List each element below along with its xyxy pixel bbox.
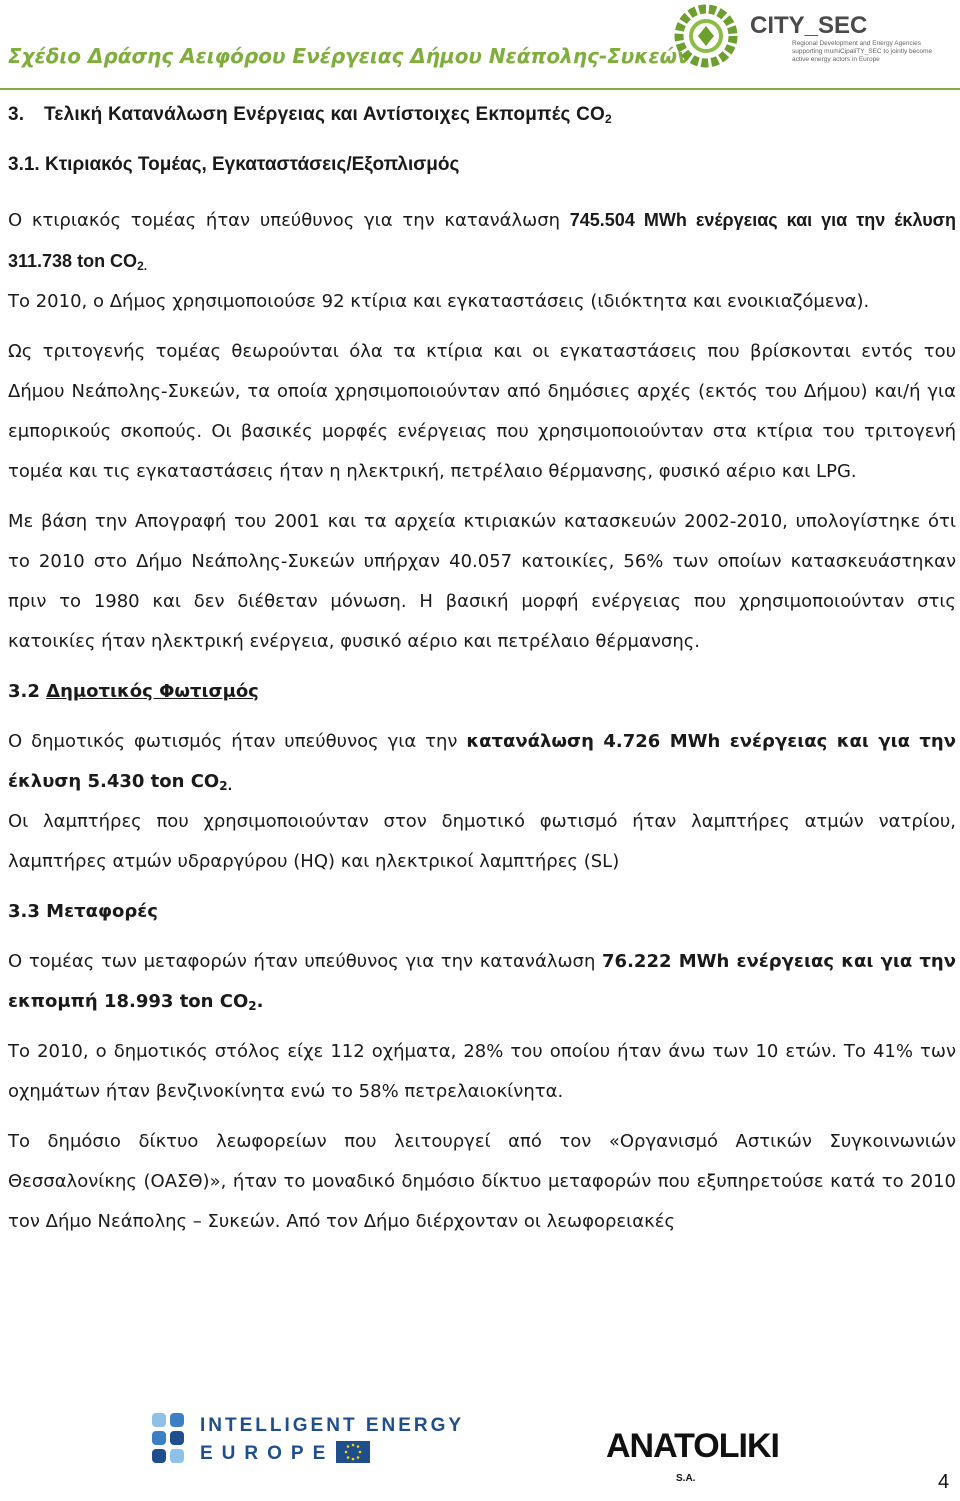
page-number: 4 (938, 1471, 950, 1493)
city-sec-logo (672, 4, 954, 70)
s33-p1-subscript: 2 (248, 999, 257, 1013)
page-footer (0, 1395, 960, 1501)
s32-paragraph-1 (8, 722, 956, 802)
header-divider (0, 88, 960, 90)
s31-paragraph-4 (8, 502, 956, 662)
s33-p1-text: Ο τομέας των μεταφορών ήταν υπεύθυνος για την κατανάλωση (8, 951, 603, 972)
iee-logo-line-2: EUROPE (200, 1443, 335, 1464)
s33-paragraph-2: Το 2010, ο δημοτικός στόλος είχε 112 οχήματα, 28% του οποίου ήταν άνω των 10 ετών. Το 41% των οχημάτων ήταν βενζινοκίνητα ενώ το 58% πετρελαιοκίνητα. (8, 1041, 956, 1102)
anatoliki-logo-text: ANATOLIKI (606, 1427, 779, 1465)
city-sec-logo-tagline: Regional Development and Energy Agencies supporting mumiCipaliTY_SEC to jointly become active energy actors in Europe (792, 40, 933, 63)
section-3-2-heading (8, 672, 956, 712)
section-3-title: Τελική Κατανάλωση Ενέργειας και Αντίστοιχες Εκπομπές CO (44, 104, 605, 125)
s31-p1-text: Ο κτιριακός τομέας ήταν υπεύθυνος για την κατανάλωση (8, 210, 570, 231)
s32-p1-text: Ο δημοτικός φωτισμός ήταν υπεύθυνος για την (8, 731, 467, 752)
s31-p3-text-a: Ως τριτογενής τομέας θεωρούνται όλα τα κτίρια και οι εγκαταστάσεις που βρίσκονται εντός του Δήμου Νεάπολης-Συκεών, τα οποία χρησιμοποιούνταν από δημόσιες αρχές (εκτός του Δήμου) και/ή για εμπορικούς σκοπούς. (8, 341, 956, 442)
eu-flag-icon (336, 1441, 370, 1463)
iee-emblem-icon (148, 1409, 192, 1469)
section-3-2-title: Δημοτικός Φωτισμός (46, 681, 259, 702)
city-sec-logo-name: CITY_SEC (750, 12, 868, 39)
anatoliki-logo (600, 1417, 779, 1497)
city-sec-emblem-icon (672, 4, 744, 68)
document-body (8, 100, 956, 1252)
anatoliki-logo-sa: S.A. (676, 1473, 696, 1484)
intelligent-energy-europe-logo (148, 1407, 478, 1471)
s31-paragraph-3 (8, 332, 956, 492)
s31-p4-text-b: Η βασική μορφή ενέργειας που χρησιμοποιούνταν στις κατοικίες ήταν ηλεκτρική ενέργεια, φυσικό αέριο και πετρέλαιο θέρμανσης. (8, 591, 956, 652)
s32-p1-bold: κατανάλωση 4.726 MWh ενέργειας και για την έκλυση 5.430 ton CO (8, 731, 956, 792)
document-title: Σχέδιο Δράσης Αειφόρου Ενέργειας Δήμου Νεάπολης-Συκεών (8, 44, 691, 68)
section-3-title-subscript: 2 (605, 112, 612, 126)
section-3-1-heading: 3.1. Κτιριακός Τομέας, Εγκαταστάσεις/Εξοπλισμός (8, 154, 460, 175)
s31-p3-text-b: Οι βασικές μορφές ενέργειας που χρησιμοποιούνταν στα κτίρια του τριτογενή τομέα και τις εγκαταστάσεις ήταν η ηλεκτρική, πετρέλαιο θέρμανσης, φυσικό αέριο και LPG. (8, 421, 956, 482)
s31-paragraph-1 (8, 200, 956, 282)
s33-paragraph-1 (8, 942, 956, 1022)
s33-p1-end: . (256, 991, 264, 1012)
s33-paragraph-3: Το δημόσιο δίκτυο λεωφορείων που λειτουργεί από τον «Οργανισμό Αστικών Συγκοινωνιών Θεσσαλονίκης (ΟΑΣΘ)», ήταν το μοναδικό δημόσιο δίκτυο μεταφορών που εξυπηρετούσε κατά το 2010 τον Δήμο Νεάπολης – Συκεών. Από τον Δήμο διέρχονταν οι λεωφορειακές (8, 1131, 956, 1232)
s31-p4-text-a: Με βάση την Απογραφή του 2001 και τα αρχεία κτιριακών κατασκευών 2002-2010, υπολογίστηκε ότι το 2010 στο Δήμο Νεάπολης-Συκεών υπήρχαν 40.057 κατοικίες, 56% των οποίων κατασκευάστηκαν πριν το 1980 και δεν διέθεταν μόνωση. (8, 511, 956, 612)
section-3-3-heading: 3.3 Μεταφορές (8, 901, 158, 922)
iee-logo-line-1: INTELLIGENT ENERGY (200, 1415, 465, 1436)
section-3-heading (8, 100, 956, 130)
section-3-2-number: 3.2 (8, 681, 47, 702)
s32-paragraph-2: Οι λαμπτήρες που χρησιμοποιούνταν στον δημοτικό φωτισμό ήταν λαμπτήρες ατμών νατρίου, λαμπτήρες ατμών υδραργύρου (HQ) και ηλεκτρικοί λαμπτήρες (SL) (8, 811, 956, 872)
s33-p1-bold: 76.222 MWh ενέργειας και για την εκπομπή 18.993 ton CO (8, 951, 956, 1012)
s31-paragraph-2: Το 2010, ο Δήμος χρησιμοποιούσε 92 κτίρια και εγκαταστάσεις (ιδιόκτητα και ενοικιαζόμενα). (8, 291, 870, 312)
s31-p1-subscript: 2. (137, 259, 148, 273)
s32-p1-subscript: 2. (219, 779, 233, 793)
s31-p1-bold: 745.504 MWh ενέργειας και για την έκλυση 311.738 ton CO (8, 210, 956, 271)
section-3-number: 3. (8, 104, 25, 125)
page-header (0, 0, 960, 92)
